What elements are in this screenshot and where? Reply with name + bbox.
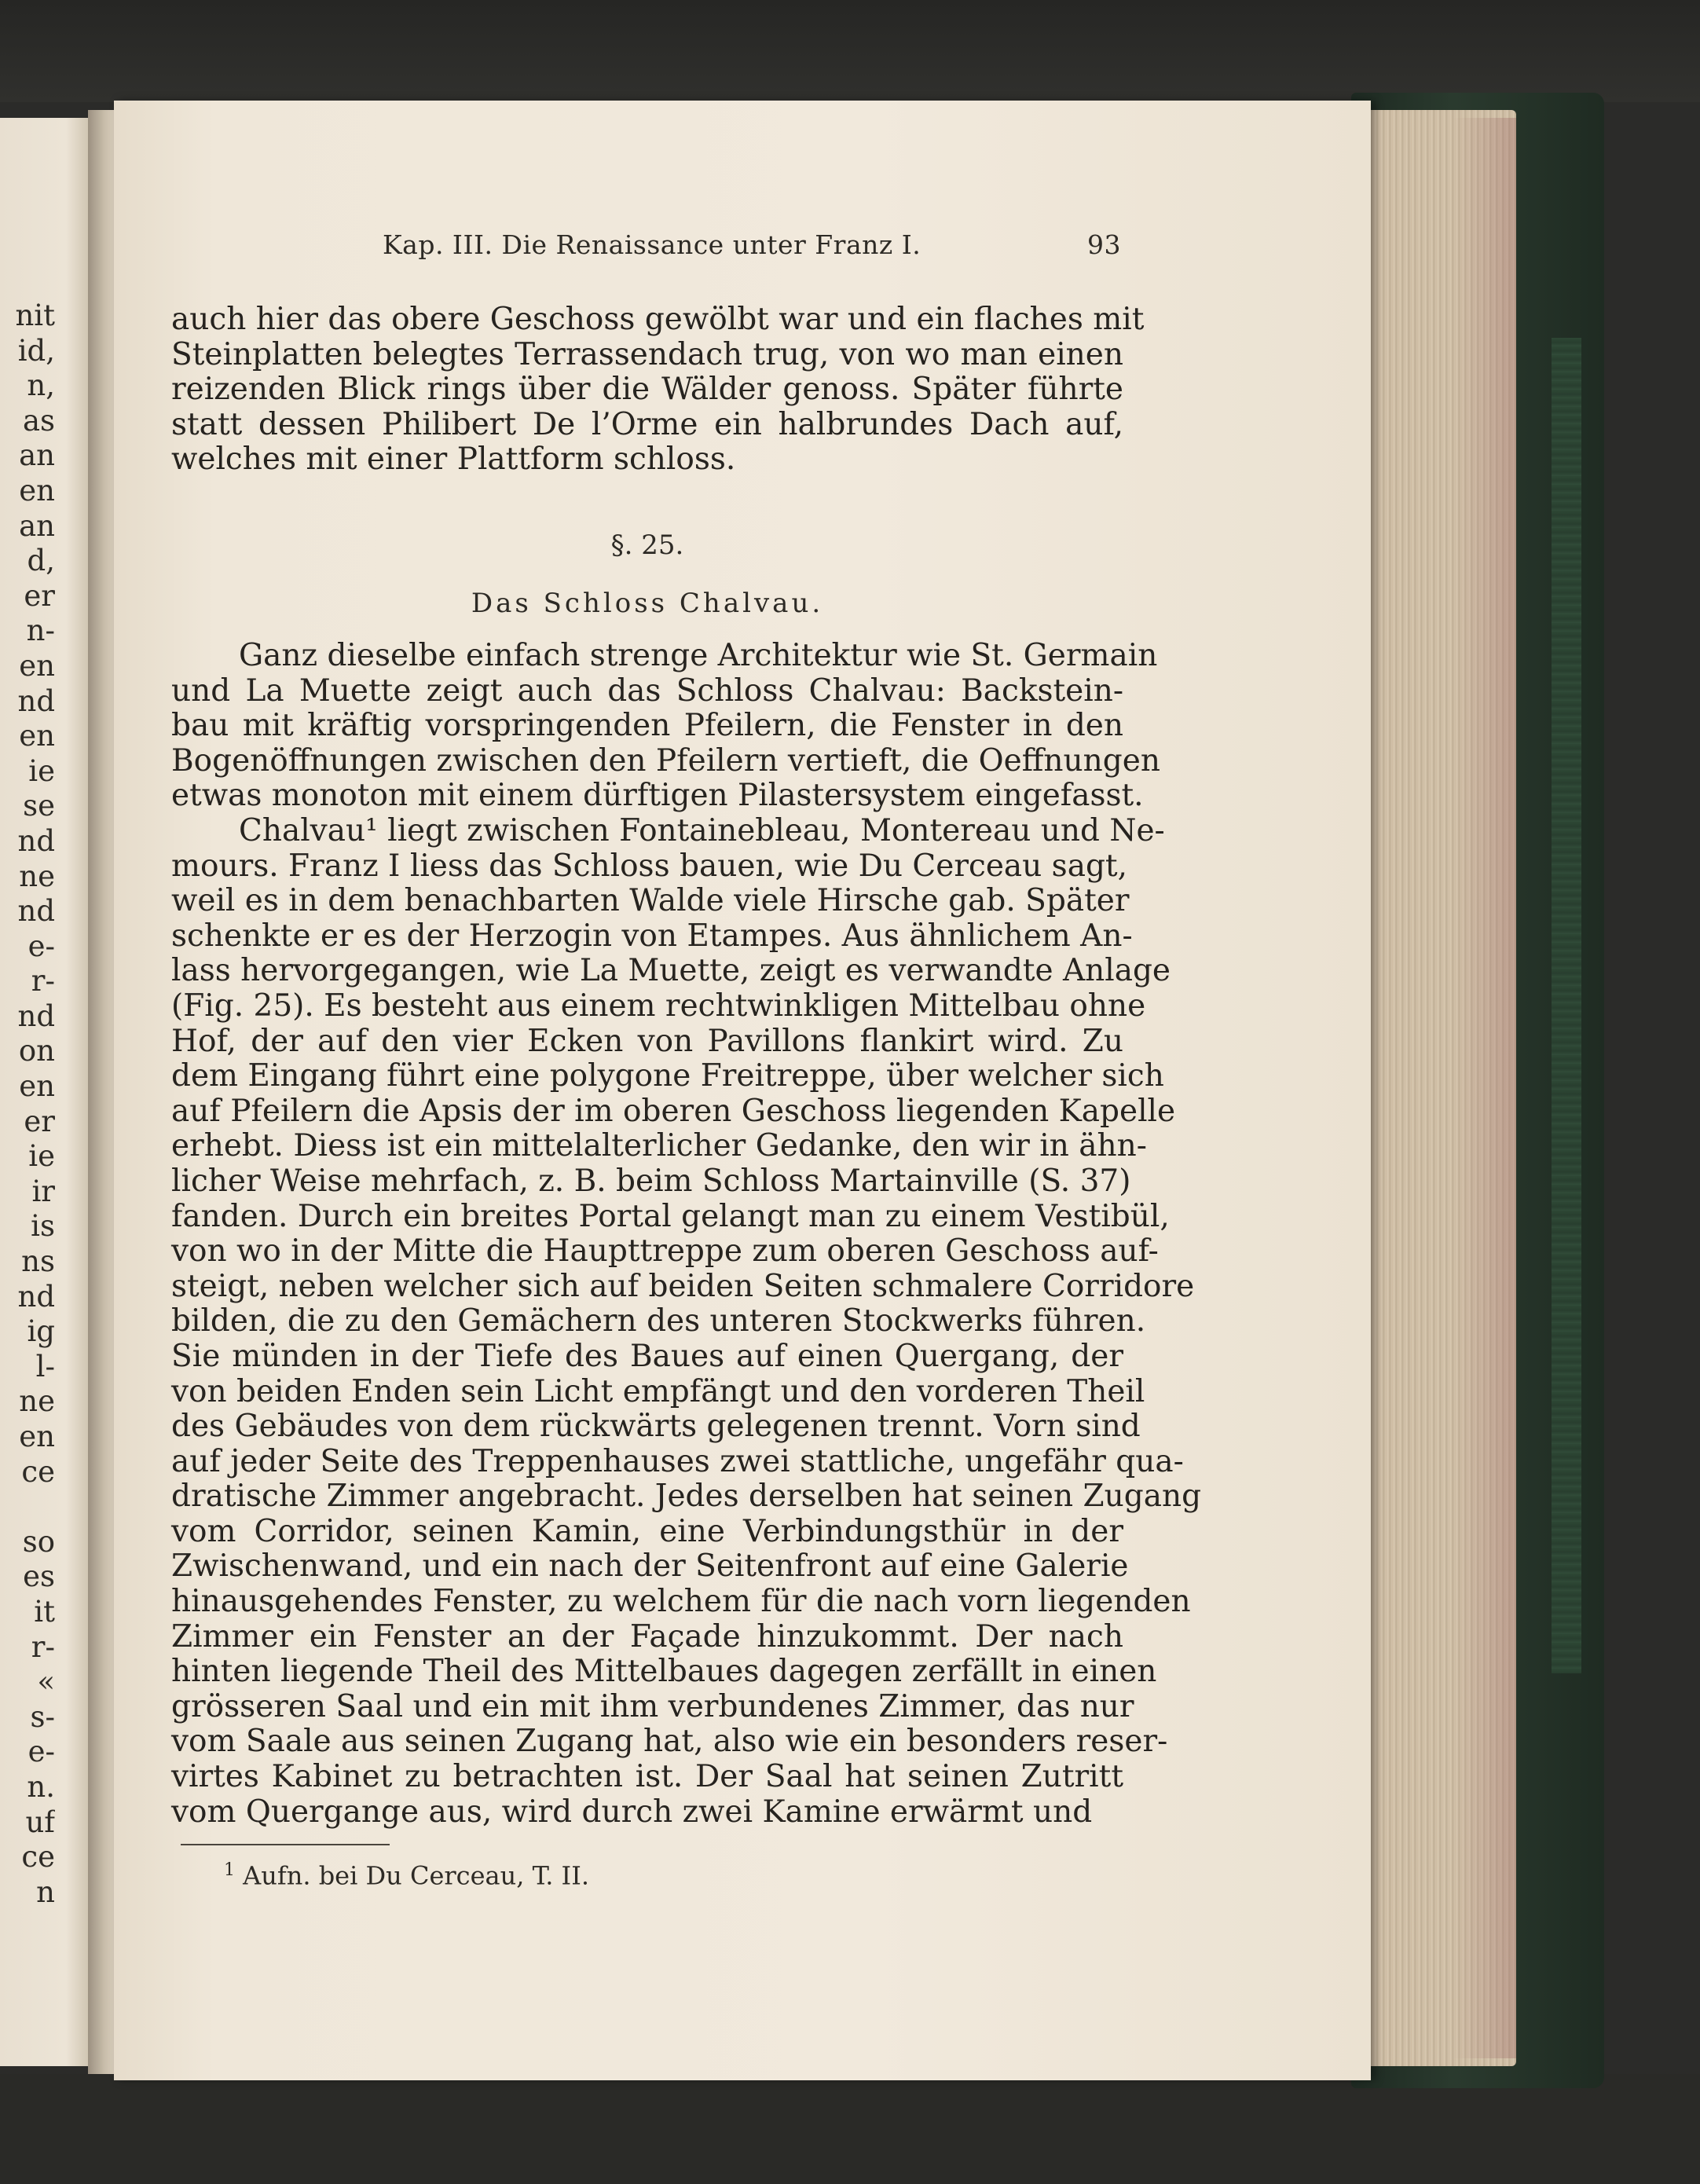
- left-page-fragment: er: [24, 1104, 55, 1138]
- text-line: Bogenöffnungen zwischen den Pfeilern vertieft, die Oeffnungen: [171, 742, 1160, 779]
- left-page-fragment: ig: [27, 1314, 55, 1349]
- text-line: des Gebäudes von dem rückwärts gelegenen trennt. Vorn sind: [171, 1409, 1141, 1445]
- running-head: [383, 229, 1121, 269]
- text-line: steigt, neben welcher sich auf beiden Seiten schmalere Corridore: [171, 1268, 1195, 1304]
- backdrop-bottom: [0, 2074, 1700, 2184]
- text-line: Ganz dieselbe einfach strenge Architektur wie St. Germain: [239, 638, 1158, 673]
- left-page-fragment: uf: [25, 1805, 55, 1839]
- left-page-fragment: en: [19, 1420, 55, 1453]
- left-page-fragment: en: [19, 473, 55, 508]
- text-line: etwas monoton mit einem dürftigen Pilastersystem eingefasst.: [171, 778, 1144, 814]
- footnote: [224, 1860, 1088, 1891]
- left-page-fragment: d,: [27, 544, 55, 578]
- left-page-fragment: ce: [21, 1454, 55, 1489]
- left-page-fragment: nd: [17, 683, 55, 718]
- left-page-fragment: ce: [21, 1840, 55, 1874]
- left-page-fragment: er: [24, 578, 55, 613]
- left-page-fragment: nd: [17, 999, 55, 1033]
- text-line: auch hier das obere Geschoss gewölbt war und ein flaches mit: [171, 302, 1145, 337]
- left-page-fragment: ne: [19, 859, 55, 893]
- left-page-fragment: it: [34, 1594, 55, 1629]
- left-page-fragment: is: [31, 1209, 55, 1244]
- text-line: auf jeder Seite des Treppenhauses zwei stattliche, ungefähr qua-: [171, 1443, 1184, 1479]
- section-number: §. 25.: [610, 530, 684, 561]
- left-page-fragment: «: [37, 1665, 55, 1699]
- left-page-fragment: n: [36, 1874, 55, 1909]
- paragraph-3: [171, 813, 1202, 1830]
- left-page-fragment: an: [19, 438, 55, 473]
- text-line: vom Saale aus seinen Zugang hat, also wie ein besonders reser-: [171, 1724, 1168, 1760]
- footnote-text: Aufn. bei Du Cerceau, T. II.: [243, 1860, 589, 1891]
- left-page-fragment: se: [23, 789, 55, 823]
- left-page-fragment: [0, 1490, 55, 1525]
- left-page-fragment: ne: [19, 1384, 55, 1419]
- paragraph-2: [171, 638, 1160, 814]
- backdrop-top: [0, 0, 1700, 102]
- left-page-fragment: ns: [21, 1244, 55, 1279]
- left-page-fragment: n-: [26, 614, 55, 648]
- text-line: mours. Franz I liess das Schloss bauen, wie Du Cerceau sagt,: [171, 848, 1127, 884]
- text-line: Steinplatten belegtes Terrassendach trug, von wo man einen: [171, 336, 1123, 372]
- text-line: statt dessen Philibert De l’Orme ein halbrundes Dach auf,: [171, 406, 1123, 442]
- left-page-fragment: r-: [31, 1629, 55, 1664]
- text-line: licher Weise mehrfach, z. B. beim Schloss Martainville (S. 37): [171, 1163, 1131, 1199]
- text-line: hinten liegende Theil des Mittelbaues dagegen zerfällt in einen: [171, 1654, 1157, 1690]
- left-page-fragment: e-: [27, 1735, 55, 1769]
- footnote-rule: [181, 1844, 390, 1845]
- text-line: welches mit einer Plattform schloss.: [171, 442, 736, 478]
- footnote-marker: 1: [224, 1860, 235, 1880]
- running-head-title: Kap. III. Die Renaissance unter Franz I.: [383, 229, 921, 260]
- text-line: (Fig. 25). Es besteht aus einem rechtwinkligen Mittelbau ohne: [171, 988, 1146, 1024]
- text-line: erhebt. Diess ist ein mittelalterlicher Gedanke, den wir in ähn-: [171, 1128, 1147, 1164]
- text-line: vom Corridor, seinen Kamin, eine Verbindungsthür in der: [171, 1513, 1123, 1549]
- text-line: Chalvau¹ liegt zwischen Fontainebleau, Montereau und Ne-: [239, 813, 1165, 848]
- left-page-fragment: so: [22, 1524, 55, 1559]
- left-page-fragment: ir: [31, 1174, 55, 1208]
- left-page-fragment: nd: [17, 823, 55, 858]
- text-line: reizenden Blick rings über die Wälder genoss. Später führte: [171, 372, 1123, 408]
- text-line: hinausgehendes Fenster, zu welchem für die nach vorn liegenden: [171, 1584, 1191, 1620]
- cover-cloth-strip: [1552, 338, 1581, 1673]
- text-line: dratische Zimmer angebracht. Jedes derselben hat seinen Zugang: [171, 1479, 1202, 1515]
- text-line: fanden. Durch ein breites Portal gelangt man zu einem Vestibül,: [171, 1198, 1170, 1234]
- text-line: lass hervorgegangen, wie La Muette, zeigt es verwandte Anlage: [171, 953, 1171, 989]
- left-page-fragment: ie: [28, 1139, 55, 1174]
- left-page-fragment: an: [19, 508, 55, 543]
- text-line: grösseren Saal und ein mit ihm verbundenes Zimmer, das nur: [171, 1688, 1134, 1724]
- page-number: 93: [1087, 229, 1121, 260]
- left-page-fragment: nd: [17, 894, 55, 929]
- text-line: schenkte er es der Herzogin von Etampes. Aus ähnlichem An-: [171, 918, 1133, 954]
- left-page-fragment: en: [19, 648, 55, 683]
- text-line: bilden, die zu den Gemächern des unteren Stockwerks führen.: [171, 1303, 1146, 1339]
- left-page-line-fragments: [0, 299, 55, 1910]
- text-line: Sie münden in der Tiefe des Baues auf einen Quergang, der: [171, 1338, 1123, 1374]
- text-line: dem Eingang führt eine polygone Freitreppe, über welcher sich: [171, 1058, 1164, 1094]
- left-page-fragment: en: [19, 719, 55, 753]
- section-title: Das Schloss Chalvau.: [471, 588, 824, 619]
- paragraph-1: [171, 302, 1145, 478]
- left-page-fragment: es: [23, 1559, 55, 1594]
- left-page-fragment: en: [19, 1069, 55, 1104]
- left-page-fragment: ie: [28, 753, 55, 788]
- text-line: Zwischenwand, und ein nach der Seitenfront auf eine Galerie: [171, 1548, 1129, 1585]
- text-line: Zimmer ein Fenster an der Façade hinzukommt. Der nach: [171, 1618, 1123, 1654]
- left-page-fragment: nd: [17, 1279, 55, 1314]
- left-page-fragment: n.: [27, 1769, 55, 1804]
- text-line: von beiden Enden sein Licht empfängt und den vorderen Theil: [171, 1373, 1145, 1409]
- left-page-fragment: id,: [17, 333, 55, 368]
- text-line: und La Muette zeigt auch das Schloss Chalvau: Backstein-: [171, 672, 1123, 709]
- text-line: virtes Kabinet zu betrachten ist. Der Saal hat seinen Zutritt: [171, 1759, 1123, 1795]
- text-line: bau mit kräftig vorspringenden Pfeilern, die Fenster in den: [171, 708, 1123, 744]
- left-page-fragment: on: [18, 1034, 55, 1068]
- page-edges-shade: [1453, 118, 1516, 2058]
- text-line: von wo in der Mitte die Haupttreppe zum oberen Geschoss auf-: [171, 1233, 1159, 1270]
- left-page-fragment: s-: [30, 1699, 55, 1734]
- text-line: vom Quergange aus, wird durch zwei Kamine erwärmt und: [171, 1794, 1093, 1830]
- left-page-fragment: nit: [15, 299, 55, 332]
- left-page-fragment: as: [22, 403, 55, 438]
- text-line: Hof, der auf den vier Ecken von Pavillons flankirt wird. Zu: [171, 1023, 1123, 1059]
- text-line: auf Pfeilern die Apsis der im oberen Geschoss liegenden Kapelle: [171, 1093, 1176, 1129]
- text-line: weil es in dem benachbarten Walde viele Hirsche gab. Später: [171, 883, 1130, 919]
- left-page-fragment: n,: [27, 368, 55, 403]
- left-page-fragment: r-: [31, 964, 55, 999]
- left-page-fragment: e-: [27, 929, 55, 963]
- left-page-fragment: l-: [35, 1349, 55, 1383]
